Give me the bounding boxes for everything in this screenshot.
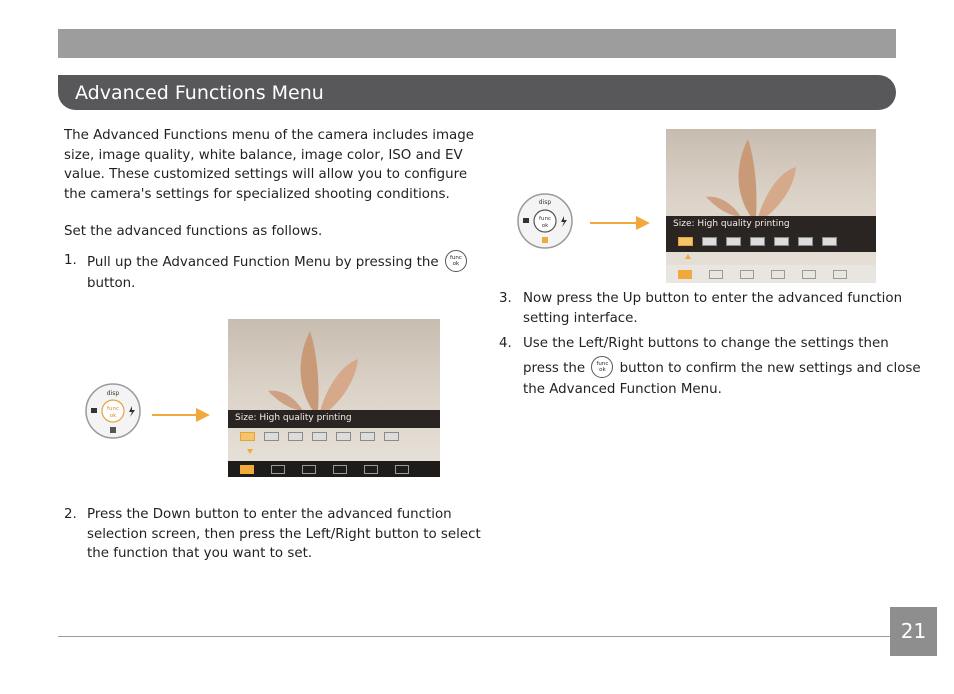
camera-screen-1 [228, 319, 440, 477]
down-arrow-icon [247, 449, 253, 454]
option-icon [750, 237, 765, 246]
step-4-line-2a: press the [523, 361, 586, 376]
function-bar [228, 461, 440, 477]
step-2-line-3: the function that you want to set. [87, 546, 313, 561]
band-text: Size: High quality printing [235, 413, 352, 423]
intro-line-3: value. These customized settings will allow you to configure [64, 167, 468, 182]
top-bar [58, 29, 896, 58]
step-4-line-2b: button to confirm the new settings and close [619, 361, 921, 376]
arrow-right-icon-2 [590, 215, 652, 229]
function-icon [302, 465, 316, 474]
option-icon [240, 432, 255, 441]
intro-line-1: The Advanced Functions menu of the camera includes image [64, 128, 474, 143]
function-icon [771, 270, 785, 279]
flower-image [258, 319, 378, 411]
function-icon [395, 465, 409, 474]
option-icon [822, 237, 837, 246]
step-3-line-1: Now press the Up button to enter the advanced function [523, 291, 903, 306]
step-1-number: 1. [64, 253, 77, 268]
info-band [228, 410, 440, 428]
page-number-box [890, 607, 937, 656]
option-icon [678, 237, 693, 246]
function-icon [333, 465, 347, 474]
camera-screen-2 [666, 129, 876, 283]
option-icon [798, 237, 813, 246]
step-3-number: 3. [499, 291, 512, 306]
dial-disp-label-2: disp [538, 199, 552, 206]
option-row [240, 432, 408, 441]
info-band-2 [666, 216, 876, 252]
option-icon [384, 432, 399, 441]
dial-ok-label: ok [109, 413, 117, 419]
func-ok-icon: func ok [445, 250, 467, 272]
option-icon [312, 432, 327, 441]
step-2-line-2: selection screen, then press the Left/Right button to select [87, 527, 481, 542]
option-icon [774, 237, 789, 246]
step-3-line-2: setting interface. [523, 311, 638, 326]
option-icon [336, 432, 351, 441]
dial-ok-label-2: ok [541, 223, 549, 229]
function-icon [678, 270, 692, 279]
step-4-line-1: Use the Left/Right buttons to change the settings then [523, 336, 889, 351]
section-title: Advanced Functions Menu [75, 82, 324, 104]
control-dial-icon [83, 382, 143, 440]
func-ok-icon-2: func ok [591, 356, 613, 378]
option-icon [726, 237, 741, 246]
option-icon [702, 237, 717, 246]
dial-func-label-2: func [539, 216, 551, 222]
band-text-2: Size: High quality printing [673, 219, 790, 229]
option-icon [264, 432, 279, 441]
dial-disp-label: disp [106, 390, 120, 397]
step-4-number: 4. [499, 336, 512, 351]
step-4-line-2 [523, 357, 921, 379]
step-2-number: 2. [64, 507, 77, 522]
step-1-text [87, 251, 469, 273]
function-icon [364, 465, 378, 474]
flower-image-2 [696, 129, 816, 217]
function-icon [271, 465, 285, 474]
function-icon [740, 270, 754, 279]
page-number: 21 [900, 619, 927, 643]
intro-line-2: size, image quality, white balance, image color, ISO and EV [64, 148, 463, 163]
dial-func-label: func [107, 406, 119, 412]
footer-divider [58, 636, 890, 637]
function-icon [802, 270, 816, 279]
option-icon [288, 432, 303, 441]
intro-line-4: the camera's settings for specialized shooting conditions. [64, 187, 450, 202]
function-bar-2 [666, 265, 876, 283]
up-arrow-icon [685, 254, 691, 259]
section-header [58, 75, 896, 110]
step-1-line-1: Pull up the Advanced Function Menu by pressing the [87, 255, 439, 270]
function-icon [833, 270, 847, 279]
arrow-right-icon [152, 407, 212, 421]
step-4-line-3: the Advanced Function Menu. [523, 382, 722, 397]
control-dial-icon-2 [515, 192, 575, 250]
function-icon [240, 465, 254, 474]
intro-set-text: Set the advanced functions as follows. [64, 224, 323, 239]
step-1-line-2: button. [87, 276, 136, 291]
function-icon [709, 270, 723, 279]
step-2-line-1: Press the Down button to enter the advanced function [87, 507, 452, 522]
option-row-2 [678, 237, 846, 246]
option-icon [360, 432, 375, 441]
